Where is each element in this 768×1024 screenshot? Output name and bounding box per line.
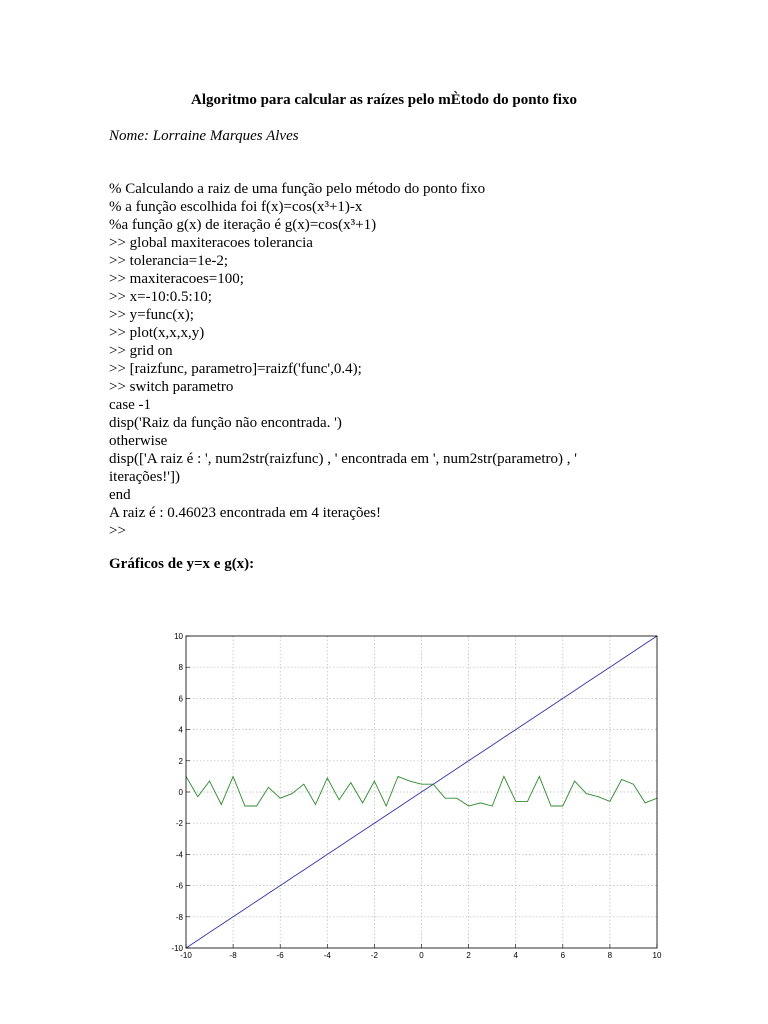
y-tick-label: -2: [175, 819, 183, 829]
x-tick-label: -2: [370, 951, 378, 960]
code-line: case -1: [109, 397, 152, 413]
code-line: >> tolerancia=1e-2;: [109, 253, 229, 269]
y-tick-label: 4: [178, 725, 183, 735]
y-tick-label: -4: [175, 850, 183, 860]
x-tick-label: 10: [652, 951, 662, 960]
code-line: >> switch parametro: [109, 379, 234, 395]
code-line: >> plot(x,x,x,y): [109, 325, 205, 341]
x-tick-label: 0: [419, 951, 424, 960]
graph-heading: Gráficos de y=x e g(x):: [109, 556, 255, 572]
y-tick-label: 6: [178, 694, 183, 704]
code-line: % a função escolhida foi f(x)=cos(x³+1)-x: [109, 199, 363, 215]
code-line: %a função g(x) de iteração é g(x)=cos(x³+1): [109, 217, 377, 233]
y-tick-label: -6: [175, 881, 183, 891]
code-line: disp('Raiz da função não encontrada. '): [109, 415, 342, 431]
document-title: Algoritmo para calcular as raízes pelo mÈtodo do ponto fixo: [191, 92, 577, 108]
x-tick-label: -10: [180, 951, 192, 960]
y-tick-label: -8: [175, 912, 183, 922]
x-tick-label: -6: [276, 951, 284, 960]
y-tick-label: 2: [178, 756, 183, 766]
code-line: iterações!']): [109, 469, 180, 485]
x-tick-label: -8: [229, 951, 237, 960]
y-tick-label: 10: [174, 632, 183, 641]
code-line: >> grid on: [109, 343, 173, 359]
x-tick-label: 2: [466, 951, 471, 960]
x-tick-label: 8: [607, 951, 613, 960]
line-chart: [165, 626, 665, 962]
code-line: % Calculando a raiz de uma função pelo método do ponto fixo: [109, 181, 486, 197]
x-tick-label: -4: [323, 951, 331, 960]
x-tick-label: 6: [560, 951, 566, 960]
x-tick-label: 4: [513, 951, 518, 960]
y-tick-label: 0: [178, 788, 183, 797]
code-line: >> y=func(x);: [109, 307, 194, 323]
code-line: >> maxiteracoes=100;: [109, 271, 244, 287]
code-line: end: [109, 487, 131, 503]
y-tick-label: 8: [178, 663, 183, 673]
author-name: Nome: Lorraine Marques Alves: [109, 128, 299, 144]
code-line: otherwise: [109, 433, 168, 449]
y-tick-label: -10: [171, 944, 183, 953]
code-line: >> [raizfunc, parametro]=raizf('func',0.4);: [109, 361, 362, 377]
code-line: A raiz é : 0.46023 encontrada em 4 iterações!: [109, 505, 381, 521]
code-line: >> global maxiteracoes tolerancia: [109, 235, 313, 251]
code-line: disp(['A raiz é : ', num2str(raizfunc) , ' encontrada em ', num2str(parametro) , ': [109, 451, 577, 467]
code-line: >>: [109, 523, 126, 539]
code-listing: [109, 180, 577, 540]
code-line: >> x=-10:0.5:10;: [109, 289, 212, 305]
